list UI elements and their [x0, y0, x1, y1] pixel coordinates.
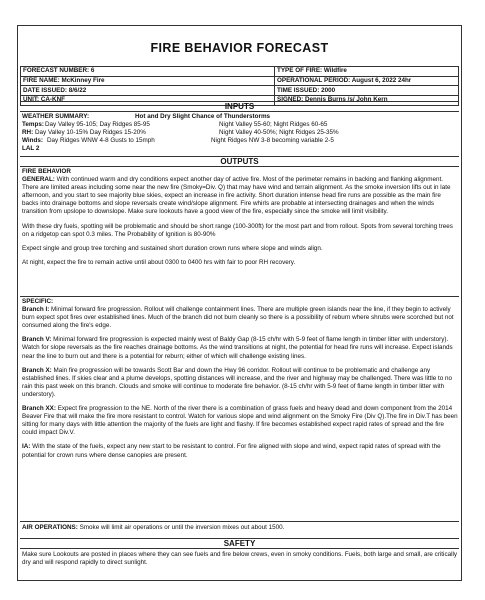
rh-night: Night Valley 40-50%; Night Ridges 25-35%: [219, 129, 339, 137]
branch-xx-label: Branch XX:: [22, 405, 56, 413]
signed: SIGNED: Dennis Burns /s/ John Kern: [275, 96, 459, 106]
general-label: GENERAL:: [22, 176, 55, 184]
air-operations-label: AIR OPERATIONS:: [22, 524, 78, 531]
air-operations: [22, 524, 458, 532]
branch-x-paragraph: [22, 367, 458, 399]
branch-v-label: Branch V:: [22, 336, 52, 344]
safety-text: Make sure Lookouts are posted in places where they can see fuels and fire below crews, even in smoky conditions. Fuels, both large and small, are critically dry and will respond rapidly to direct sunlight.: [22, 551, 458, 567]
unit: UNIT: CA-KNF: [21, 96, 275, 106]
night-paragraph: At night, expect the fire to remain active until about 0300 to 0400 hrs with fair to poor RH recovery.: [22, 258, 296, 266]
ia-label: IA:: [22, 443, 31, 451]
fire-behavior-heading: FIRE BEHAVIOR: [22, 168, 71, 175]
fire-behavior-section: [22, 168, 458, 267]
divider: [20, 296, 459, 297]
torching-paragraph: Expect single and group tree torching and sustained short duration crown runs where slope and winds align.: [22, 244, 323, 252]
page-title: FIRE BEHAVIOR FORECAST: [150, 41, 329, 55]
fire-name: FIRE NAME: McKinney Fire: [21, 76, 275, 86]
specific-section: [22, 298, 458, 460]
branch-xx-text: Expect fire progression to the NE. North of the river there is a combination of grass fuels and heavy dead and down component from the 2014 Beaver Fire that will make the fire more resistant to control. Watch for various slope and wind alignment on the Smoky Fire (Div Q).The fire in Div.T has been sitting for many days with little attention the majority of the fuels are light and flashy. If fire becomes established expect rapid rates of spread and the fire could impact Div.V.: [22, 405, 458, 437]
general-paragraph: [22, 176, 458, 216]
time-issued: TIME ISSUED: 2000: [275, 86, 459, 96]
winds-label: Winds:: [22, 137, 43, 145]
air-operations-paragraph: [22, 524, 458, 532]
rh-day: Day Valley 10-15% Day Ridges 15-20%: [35, 129, 146, 137]
spotting-paragraph: With these dry fuels, spotting will be problematic and should be short range (100-300ft) for the most part and from rollout. Spots from several torching trees on a ridgetop can spot 0.3 miles. The Probability of Ignition is 80-90%: [22, 222, 453, 238]
branch-x-label: Branch X:: [22, 366, 52, 374]
branch-v-text: Minimal forward fire progression is expected mainly west of Baldy Gap (8-15 ch/hr with 5-9 feet of flame length in timber litter with understory). Watch for slope reversals as the fire reaches drainage bottoms. As the wind transitions at night, the potential for head fire runs will increase. Expect islands near the line to burn out and there is a potential for reburn; either of which will challenge existing lines.: [22, 336, 453, 360]
ia-text: With the state of the fuels, expect any new start to be resistant to control. For fire aligned with slope and wind, expect rapid rates of spread with the potential for crown runs where dense canopies are present.: [22, 443, 441, 459]
date-issued: DATE ISSUED: 8/6/22: [21, 86, 275, 96]
outputs-heading: OUTPUTS: [20, 156, 459, 167]
general-text: With continued warm and dry conditions expect another day of active fire. Most of the perimeter remains in backing and flanking alignment. There are limited areas including some near the new fire (Smoky=Div. Q) that may have wind and terrain alignment. As the smoke inversion lifts out in late afternoon, and you start to see majority blue skies, expect an increase in fire activity. Short duration intense head fire runs are possible as the main fire backs into drainage bottoms and slope reversals create wind/slope alignment. Fire whirls are probable at intersecting drainages and when the winds transition from upslope to downslope. Make sure lookouts have a good view of the fire, especially since the smoke will limit visibility.: [22, 176, 451, 216]
divider: [20, 521, 459, 522]
lal: LAL 2: [22, 145, 40, 153]
specific-label: SPECIFIC:: [22, 298, 54, 305]
temps-night: Night Valley 55-60; Night Ridges 60-65: [219, 121, 328, 129]
temps-label: Temps:: [22, 121, 44, 129]
branch-v-paragraph: [22, 336, 458, 360]
forecast-number: FORECAST NUMBER: 6: [21, 67, 275, 77]
branch-x-text: Main fire progression will be towards Scott Bar and down the Hwy 96 corridor. Rollout will continue to be problematic and challenge any established lines. If skies clear and a plume develops, spotting distances will increase, and the river and highway may be challenged. There was little to no rain this past week on this branch. Clouds and smoke will continue to moderate fire behavior. (8-15 ch/hr with 5-9 feet of flame length in timber litter with understory).: [22, 366, 453, 398]
branch-i-text: Minimal forward fire progression. Rollout will challenge containment lines. There are multiple green islands near the line, if they begin to actively burn expect spot fires over established lines. Much of the branch did not burn cleanly so there is a possibility of reburn where shrubs were scorched but not consumed along the fire's edge.: [22, 306, 454, 330]
safety-section: [22, 551, 458, 567]
safety-heading: SAFETY: [20, 538, 459, 549]
type-of-fire: TYPE OF FIRE: Wildfire: [275, 67, 459, 77]
temps-day: Day Valley 95-105; Day Ridges 85-95: [45, 121, 150, 129]
branch-i-paragraph: [22, 306, 458, 330]
winds-night: Night Ridges NW 3-8 becoming variable 2-5: [211, 137, 334, 145]
branch-xx-paragraph: [22, 405, 458, 437]
weather-summary: [22, 113, 458, 153]
air-operations-text: Smoke will limit air operations or until the inversion mixes out about 1500.: [79, 524, 285, 531]
forecast-form: [17, 25, 462, 581]
operational-period: OPERATIONAL PERIOD: August 6, 2022 24hr: [275, 76, 459, 86]
header-table: [20, 66, 459, 106]
weather-summary-label: WEATHER SUMMARY:: [22, 113, 90, 120]
branch-i-label: Branch I:: [22, 306, 50, 314]
weather-summary-value: Hot and Dry Slight Chance of Thunderstorms: [135, 113, 271, 120]
inputs-heading: INPUTS: [20, 101, 459, 112]
ia-paragraph: [22, 443, 458, 459]
rh-label: RH:: [22, 129, 34, 137]
winds-day: Day Ridges WNW 4-8 Gusts to 15mph: [47, 137, 155, 145]
